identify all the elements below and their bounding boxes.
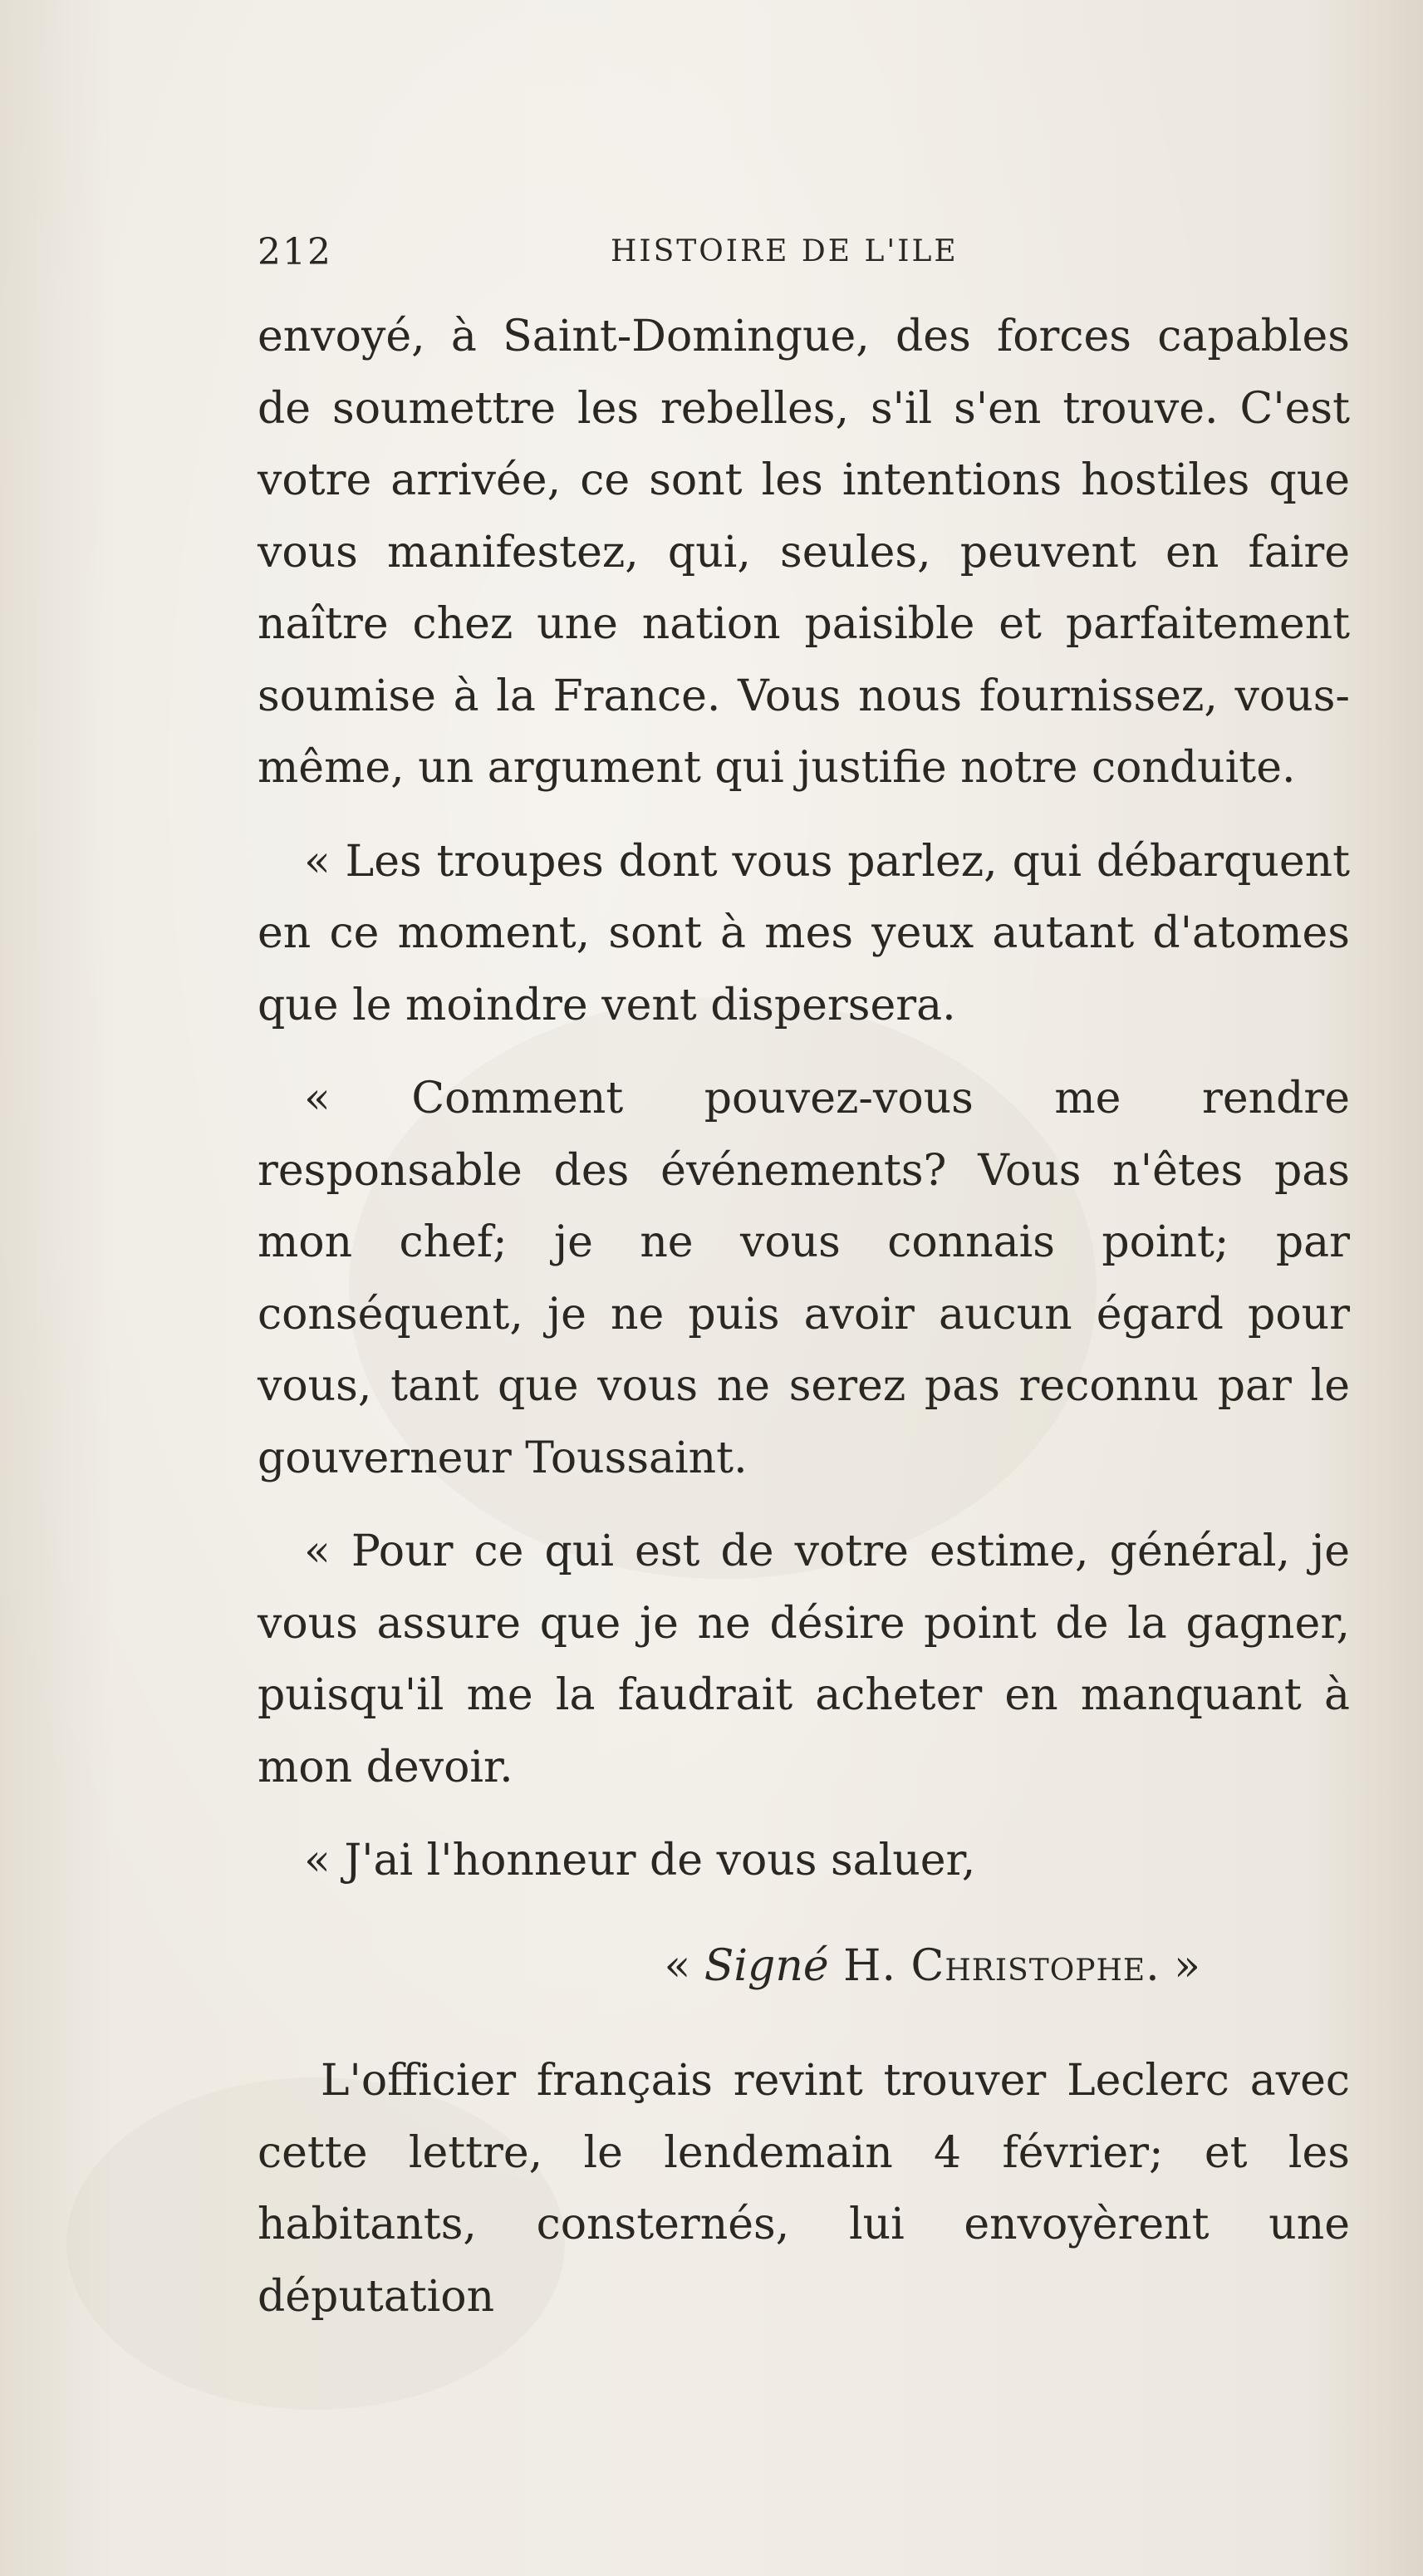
- signature-signe: Signé: [704, 1940, 829, 1991]
- signature-name: H. Christophe.: [828, 1940, 1160, 1991]
- paragraph-5: « J'ai l'honneur de vous saluer,: [304, 1836, 976, 1885]
- running-head: [258, 231, 1346, 281]
- paragraph-6: L'officier français revint trouver Leclerc avec cette lettre, le lendemain 4 février; et les habitants, consternés, lui envoyèrent une députation: [258, 2056, 1350, 2322]
- paragraph-2: « Les troupes dont vous parlez, qui débarquent en ce moment, sont à mes yeux autant d'atomes que le moindre vent dispersera.: [258, 836, 1350, 1030]
- letter-signature: [258, 1930, 1200, 2003]
- paragraph-1: envoyé, à Saint-Domingue, des forces capables de soumettre les rebelles, s'il s'en trouve. C'est votre arrivée, ce sont les intentions hostiles que vous manifestez, qui, seules, peuvent en faire naître chez une nation paisible et parfaitement soumise à la France. Vous nous fournissez, vous-même, un argument qui justifie notre conduite.: [258, 312, 1350, 793]
- paragraph-4: « Pour ce qui est de votre estime, général, je vous assure que je ne désire point de la gagner, puisqu'il me la faudrait acheter en manquant à mon devoir.: [258, 1526, 1350, 1792]
- paragraph-3: « Comment pouvez-vous me rendre responsable des événements? Vous n'êtes pas mon chef; je ne vous connais point; par conséquent, je ne puis avoir aucun égard pour vous, tant que vous ne serez pas reconnu par le gouverneur Toussaint.: [258, 1074, 1350, 1483]
- signature-open-quote: «: [664, 1940, 704, 1991]
- running-title: HISTOIRE DE L'ILE: [611, 234, 959, 268]
- signature-close-quote: »: [1160, 1940, 1200, 1991]
- body-text: [258, 301, 1350, 2333]
- page-number: 212: [258, 231, 332, 273]
